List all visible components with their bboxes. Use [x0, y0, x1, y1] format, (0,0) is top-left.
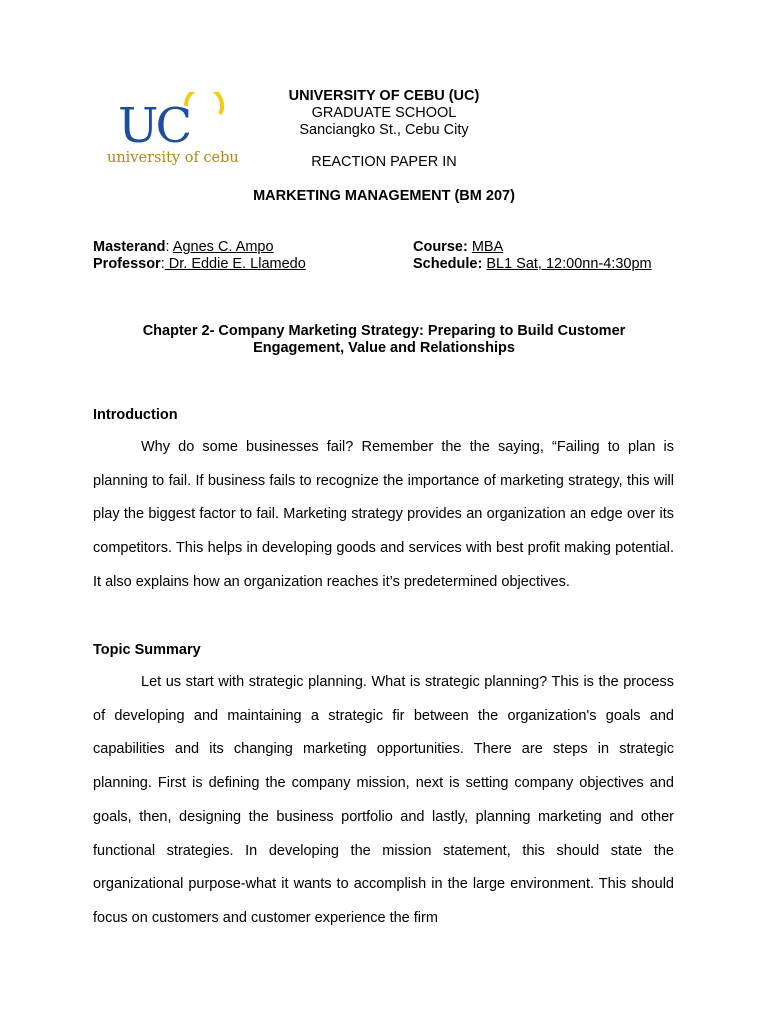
course-value: MBA — [471, 239, 504, 255]
course-label: Course: — [413, 239, 468, 255]
schedule-value: BL1 Sat, 12:00nn-4:30pm — [486, 256, 652, 272]
paper-type: REACTION PAPER IN — [311, 154, 457, 170]
introduction-paragraph: Why do some businesses fail? Remember the the saying, “Failing to plan is planning to fail. If business fails to recognize the importance of marketing strategy, this will play the biggest factor to fail. Marketing strategy provides an organization an edge over its competitors. This helps in developing goods and services with best profit making potential. It also explains how an organization reaches it’s predetermined objectives. — [93, 439, 674, 590]
course-title: MARKETING MANAGEMENT (BM 207) — [253, 188, 515, 204]
school-name: GRADUATE SCHOOL — [311, 105, 457, 121]
introduction-body — [93, 431, 674, 600]
section-heading-topic-summary: Topic Summary — [93, 642, 201, 658]
course-row — [413, 239, 503, 256]
masterand-label: Masterand — [93, 239, 166, 255]
university-name: UNIVERSITY OF CEBU (UC) — [288, 88, 480, 104]
chapter-title-line2: Engagement, Value and Relationships — [253, 340, 515, 356]
professor-label: Professor — [93, 256, 161, 272]
school-address: Sanciangko St., Cebu City — [299, 122, 469, 138]
section-heading-introduction: Introduction — [93, 407, 178, 423]
professor-value: Dr. Eddie E. Llamedo — [164, 256, 306, 272]
logo-wordmark: university of cebu — [107, 150, 239, 166]
schedule-row — [413, 256, 652, 273]
schedule-label: Schedule: — [413, 256, 483, 272]
masterand-value: Agnes C. Ampo — [172, 239, 274, 255]
logo-letters: UC — [118, 98, 190, 154]
chapter-title-line1: Chapter 2- Company Marketing Strategy: Preparing to Build Customer — [142, 323, 626, 339]
topic-summary-paragraph: Let us start with strategic planning. What is strategic planning? This is the process of developing and maintaining a strategic fir between the organization's goals and capabilities and its changing marketing opportunities. There are steps in strategic planning. First is defining the company mission, next is setting company objectives and goals, then, designing the business portfolio and lastly, planning marketing and other functional strategies. In developing the mission statement, this should state the organizational purpose-what it wants to accomplish in the large environment. This should focus on customers and customer experience the firm — [93, 674, 674, 926]
topic-summary-body — [93, 666, 674, 936]
masterand-row: Masterand: Agnes C. Ampo — [93, 239, 274, 255]
professor-row: Professor: Dr. Eddie E. Llamedo — [93, 256, 306, 272]
